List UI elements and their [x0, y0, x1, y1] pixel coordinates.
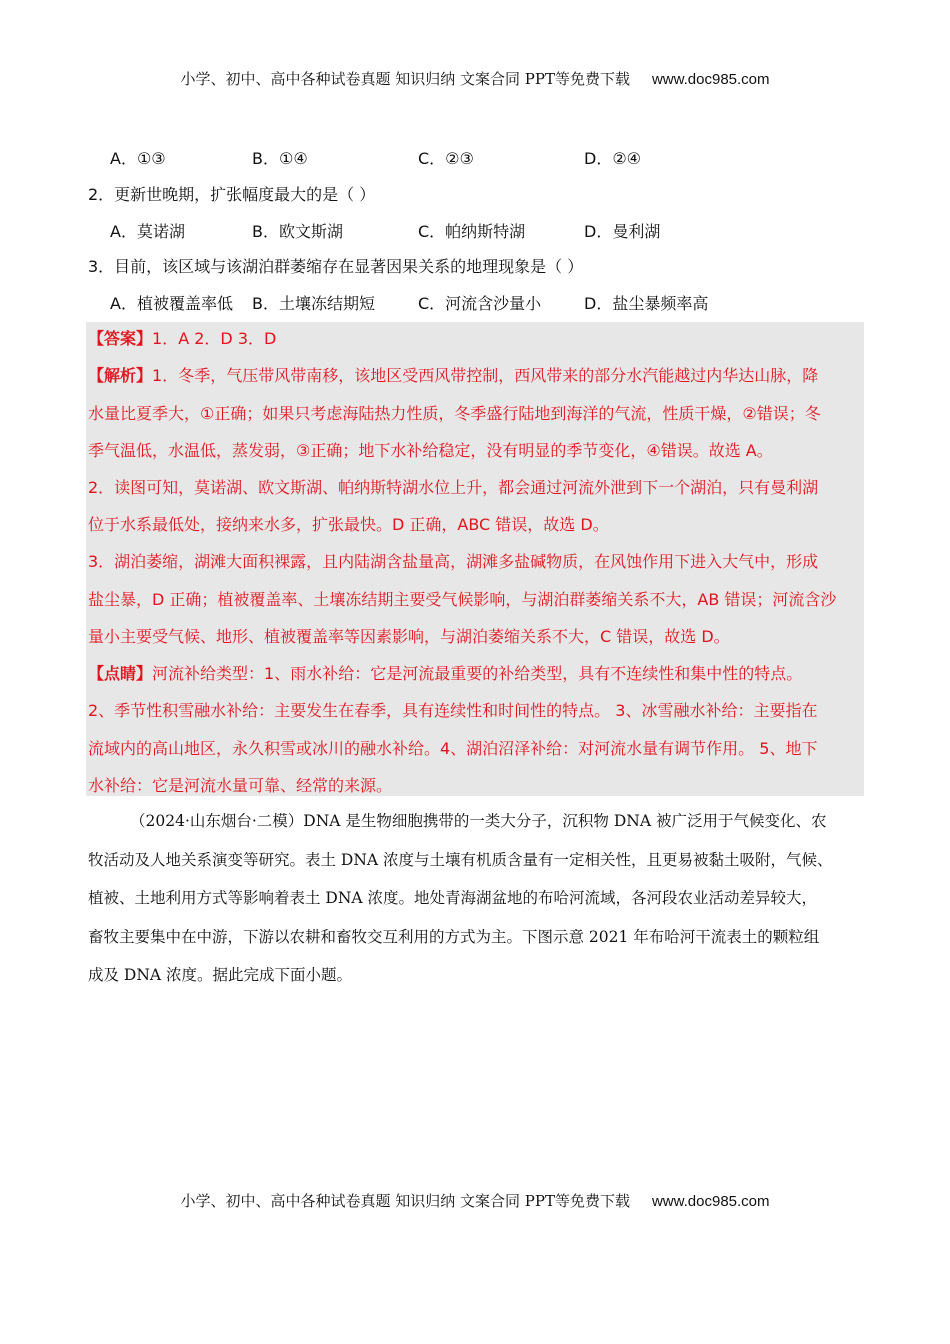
- tip-line: 2、季节性积雪融水补给：主要发生在春季，具有连续性和时间性的特点。 3、冰雪融水补给：主要指在: [88, 701, 818, 720]
- tip-line: 水补给：它是河流水量可靠、经常的来源。: [88, 776, 393, 795]
- q3-stem: 3．目前，该区域与该湖泊群萎缩存在显著因果关系的地理现象是（ ）: [88, 257, 584, 276]
- q2-option-a[interactable]: A．莫诺湖: [110, 222, 185, 241]
- q1-option-b[interactable]: B．①④: [252, 149, 308, 168]
- analysis-line: 位于水系最低处，接纳来水多，扩张最快。D 正确，ABC 错误，故选 D。: [88, 515, 609, 534]
- analysis-line: 量小主要受气候、地形、植被覆盖率等因素影响，与湖泊萎缩关系不大，C 错误，故选 D。: [88, 627, 730, 646]
- passage-line: 牧活动及人地关系演变等研究。表土 DNA 浓度与土壤有机质含量有一定相关性，且更易被黏土吸附，气候、: [88, 851, 833, 869]
- q2-option-d[interactable]: D．曼利湖: [584, 222, 661, 241]
- q3-option-a[interactable]: A．植被覆盖率低: [110, 294, 233, 313]
- analysis-line: 2．读图可知，莫诺湖、欧文斯湖、帕纳斯特湖水位上升，都会通过河流外泄到下一个湖泊，只有曼利湖: [88, 478, 819, 497]
- answer-label: 【答案】: [88, 329, 153, 348]
- q3-option-c[interactable]: C．河流含沙量小: [418, 294, 542, 313]
- analysis-label: 【解析】: [88, 366, 153, 385]
- q1-option-c[interactable]: C．②③: [418, 149, 474, 168]
- page-footer: [0, 1190, 950, 1211]
- analysis-line: 季气温低，水温低，蒸发弱，③正确；地下水补给稳定，没有明显的季节变化，④错误。故选 A。: [88, 441, 773, 460]
- answer-line: [88, 326, 862, 349]
- analysis-line: 3．湖泊萎缩，湖滩大面积裸露，且内陆湖含盐量高，湖滩多盐碱物质，在风蚀作用下进入大气中，形成: [88, 552, 819, 571]
- answer-text: 1．A 2．D 3．D: [152, 329, 277, 348]
- footer-url[interactable]: www.doc985.com: [651, 1193, 770, 1210]
- analysis-line: 水量比夏季大，①正确；如果只考虑海陆热力性质，冬季盛行陆地到海洋的气流，性质干燥，②错误；冬: [88, 404, 821, 423]
- analysis-line: [88, 363, 862, 386]
- header-text: 小学、初中、高中各种试卷真题 知识归纳 文案合同 PPT等免费下载: [180, 70, 630, 88]
- q1-option-d[interactable]: D．②④: [584, 149, 642, 168]
- header-url[interactable]: www.doc985.com: [651, 71, 770, 88]
- q2-option-b[interactable]: B．欧文斯湖: [252, 222, 343, 241]
- tip-line: [88, 661, 862, 684]
- tip-label: 【点睛】: [88, 664, 153, 683]
- q2-stem: 2．更新世晚期，扩张幅度最大的是（ ）: [88, 185, 376, 204]
- passage-line: 畜牧主要集中在中游，下游以农耕和畜牧交互利用的方式为主。下图示意 2021 年布哈河干流表土的颗粒组: [88, 928, 820, 946]
- passage-line: 植被、土地利用方式等影响着表土 DNA 浓度。地处青海湖盆地的布哈河流域，各河段农业活动差异较大，: [88, 889, 818, 907]
- q1-option-a[interactable]: A．①③: [110, 149, 166, 168]
- passage-line: （2024·山东烟台·二模）DNA 是生物细胞携带的一类大分子，沉积物 DNA 被广泛用于气候变化、农: [130, 812, 827, 830]
- analysis-line: 盐尘暴，D 正确；植被覆盖率、土壤冻结期主要受气候影响，与湖泊群萎缩关系不大，AB 错误；河流含沙: [88, 590, 837, 609]
- tip-text: 河流补给类型：1、雨水补给：它是河流最重要的补给类型，具有不连续性和集中性的特点。: [152, 664, 803, 683]
- analysis-text: 1．冬季，气压带风带南移，该地区受西风带控制，西风带来的部分水汽能越过内华达山脉，降: [152, 366, 819, 385]
- q3-option-d[interactable]: D．盐尘暴频率高: [584, 294, 709, 313]
- tip-line: 流域内的高山地区，永久积雪或冰川的融水补给。4、湖泊沼泽补给：对河流水量有调节作用。 5、地下: [88, 739, 818, 758]
- footer-text: 小学、初中、高中各种试卷真题 知识归纳 文案合同 PPT等免费下载: [180, 1192, 630, 1210]
- q2-option-c[interactable]: C．帕纳斯特湖: [418, 222, 526, 241]
- q3-option-b[interactable]: B．土壤冻结期短: [252, 294, 375, 313]
- page-header: [0, 68, 950, 89]
- passage-line: 成及 DNA 浓度。据此完成下面小题。: [88, 966, 353, 984]
